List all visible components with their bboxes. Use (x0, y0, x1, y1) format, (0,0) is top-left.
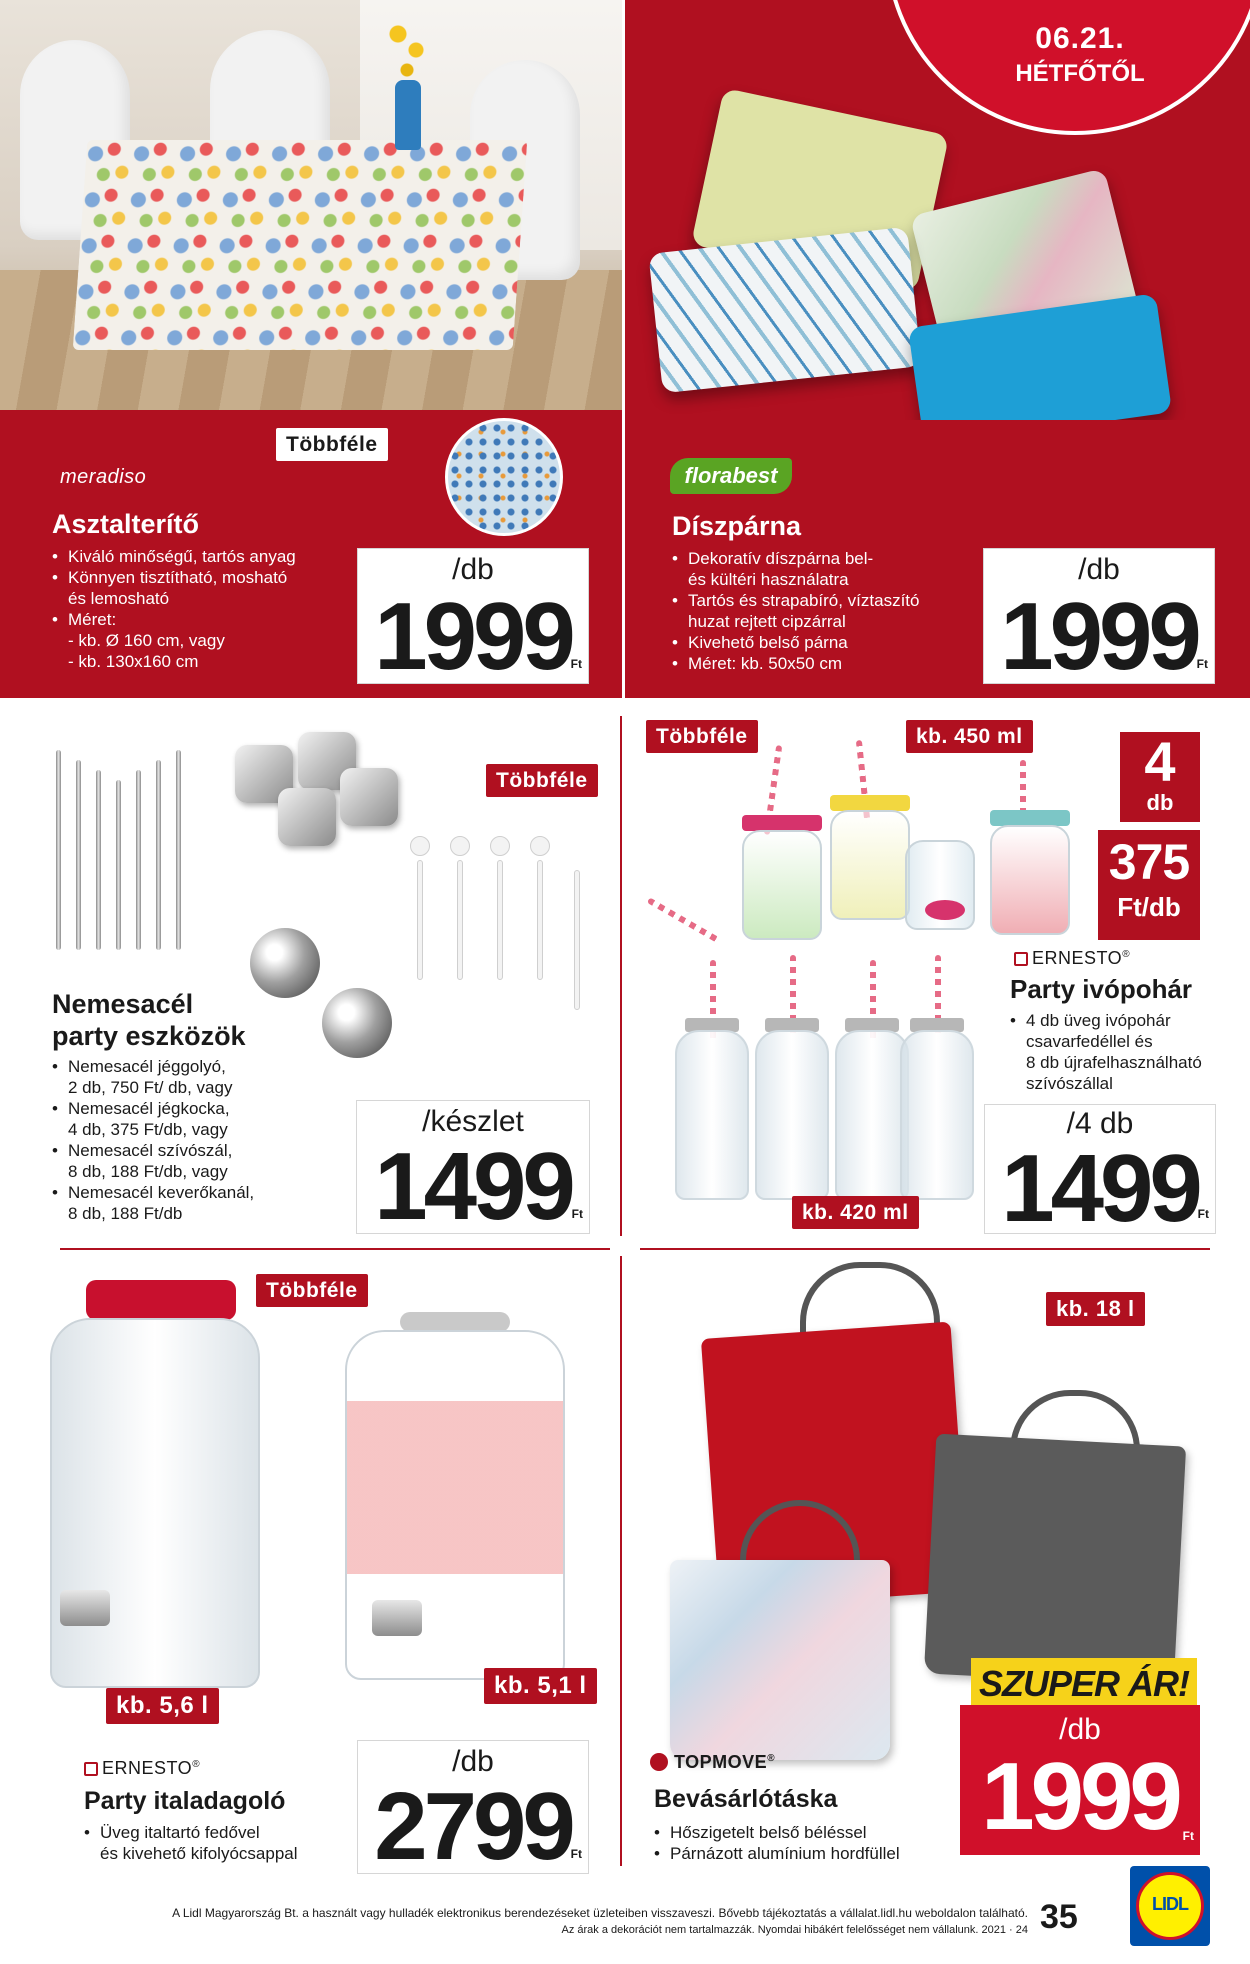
straw (156, 760, 161, 950)
price-amount: 1499 (374, 1133, 572, 1240)
stirrer (457, 860, 463, 980)
brand-florabest: florabest (670, 458, 792, 494)
straw (136, 770, 141, 950)
section-divider (620, 716, 622, 1236)
bullet: • Nemesacél szívószál, (52, 1140, 352, 1161)
section-divider (60, 1248, 610, 1250)
bullet: • Dekoratív díszpárna bel- (672, 548, 992, 569)
price-unit: /4 db (1066, 1107, 1134, 1140)
variant-badge: Többféle (276, 428, 388, 461)
lid-loose (925, 900, 965, 920)
logo-text: LIDL (1152, 1894, 1188, 1914)
stirrer (574, 870, 580, 1010)
brand-name: ERNESTO (1032, 948, 1123, 968)
tablecloth-pattern-sample (445, 418, 563, 536)
straw (56, 750, 61, 950)
currency-label: Ft (570, 1847, 582, 1861)
footer (0, 1890, 1250, 1964)
product-bullets (84, 1822, 344, 1864)
bullet: • 4 db üveg ivópohár (1010, 1010, 1240, 1031)
bullet: • Párnázott alumínium hordfüllel (654, 1843, 954, 1864)
topmove-logo-icon (650, 1753, 668, 1771)
jar-lid (742, 815, 822, 831)
registered-mark: ® (192, 1759, 201, 1770)
variant-badge: Többféle (646, 720, 758, 753)
straw (116, 780, 121, 950)
price-box (984, 1104, 1216, 1242)
currency-label: Ft (1197, 1207, 1209, 1221)
bullet: • Nemesacél keverőkanál, (52, 1182, 352, 1203)
product-title: Díszpárna (672, 511, 802, 541)
bullet-continuation: huzat rejtett cipzárral (688, 612, 846, 631)
tablecloth-photo (0, 0, 622, 410)
bullet-continuation: és lemosható (68, 589, 170, 608)
bag-body (924, 1434, 1186, 1687)
registered-mark: ® (767, 1753, 776, 1764)
bullet-continuation: 8 db, 188 Ft/db, vagy (68, 1162, 228, 1181)
pack-count-badge (1120, 732, 1200, 822)
price-box (357, 548, 589, 690)
price-box-highlight (960, 1705, 1200, 1855)
volume-badge: kb. 5,6 l (106, 1688, 219, 1724)
price-unit: /db (452, 553, 494, 586)
bullet-continuation: szívószállal (1026, 1074, 1113, 1093)
section-divider (620, 1256, 622, 1866)
cushion-leaf-image (648, 227, 921, 393)
price-amount: 1499 (1001, 1135, 1199, 1242)
dispenser-tap (60, 1590, 110, 1626)
currency-label: Ft (1196, 657, 1208, 671)
footer-notice: Az árak a dekorációt nem tartalmazzák. Nyomdai hibákért felelősséget nem vállalunk. 2021 · 24 (561, 1924, 1028, 1936)
bullet: • Üveg italtartó fedővel (84, 1822, 344, 1843)
product-bullets (672, 548, 992, 674)
variant-badge: Többféle (256, 1274, 368, 1307)
bullet: • Nemesacél jéggolyó, (52, 1056, 352, 1077)
price-amount: 2799 (374, 1773, 572, 1880)
price-amount: 1999 (1000, 583, 1198, 690)
cube (278, 788, 336, 846)
cube (340, 768, 398, 826)
unit-price-label: Ft/db (1117, 892, 1181, 922)
paper-straw (647, 897, 719, 942)
section-divider (640, 1248, 1210, 1250)
brand-ernesto (84, 1758, 200, 1779)
start-date: 06.21. (1035, 22, 1125, 55)
jar (742, 830, 822, 940)
brand-name: TOPMOVE (674, 1752, 768, 1772)
stirrer-head (450, 836, 470, 856)
product-title (52, 988, 246, 1053)
unit-price-value: 375 (1108, 834, 1190, 890)
title-line: Nemesacél (52, 989, 194, 1019)
tablecloth-image (73, 140, 528, 350)
bullet: • Kiváló minőségű, tartós anyag (52, 546, 352, 567)
product-title: Party ivópohár (1010, 974, 1193, 1004)
bullet-sub: - kb. Ø 160 cm, vagy (68, 631, 225, 650)
price-box (357, 1740, 589, 1880)
page-number: 35 (1040, 1898, 1078, 1936)
footer-disclaimer: A Lidl Magyarország Bt. a használt vagy hulladék elektronikus berendezéseket üzleteiben visszaveszi. Bővebb tájékoztatás a vállalat.lidl.hu weboldalon található. (172, 1906, 1028, 1920)
bullet-continuation: 8 db újrafelhasználható (1026, 1053, 1202, 1072)
bullet: • Méret: kb. 50x50 cm (672, 653, 992, 674)
price-unit: /db (1059, 1713, 1101, 1746)
stirrer-head (410, 836, 430, 856)
registered-mark: ® (1122, 949, 1131, 960)
stirrer (497, 860, 503, 980)
bullet: • Nemesacél jégkocka, (52, 1098, 352, 1119)
bullet-continuation: és kültéri használatra (688, 570, 849, 589)
currency-label: Ft (1182, 1829, 1194, 1843)
product-bullets (52, 1056, 352, 1224)
column-divider (622, 0, 625, 698)
bullet-continuation: 2 db, 750 Ft/ db, vagy (68, 1078, 233, 1097)
volume-badge: kb. 420 ml (792, 1196, 919, 1229)
jar (830, 810, 910, 920)
stirrer (417, 860, 423, 980)
pack-count: 4 (1144, 730, 1176, 793)
jar-lid (830, 795, 910, 811)
brand-topmove (650, 1752, 775, 1773)
brand-ernesto (1014, 948, 1130, 969)
bullet: • Méret: (52, 609, 352, 630)
price-unit: /db (1078, 553, 1120, 586)
product-title: Bevásárlótáska (654, 1785, 838, 1813)
product-bullets (1010, 1010, 1240, 1094)
bullet: • Kivehető belső párna (672, 632, 992, 653)
price-amount: 1999 (374, 583, 572, 690)
vase-image (395, 80, 421, 150)
bullet: • Könnyen tisztítható, mosható (52, 567, 352, 588)
dispenser-tap (372, 1600, 422, 1636)
price-amount: 1999 (981, 1743, 1179, 1850)
product-title: Party italadagoló (84, 1787, 286, 1815)
flowers-image (380, 10, 440, 90)
stirrer-head (490, 836, 510, 856)
bottle (755, 1030, 829, 1200)
product-title: Asztalterítő (52, 509, 200, 539)
price-unit: /db (452, 1745, 494, 1778)
product-bullets (52, 546, 352, 672)
volume-badge: kb. 18 l (1046, 1292, 1145, 1326)
bag-body (670, 1560, 890, 1760)
price-box (356, 1100, 590, 1240)
stirrer-head (530, 836, 550, 856)
ball (322, 988, 392, 1058)
lidl-logo (1130, 1866, 1210, 1946)
bottle (900, 1030, 974, 1200)
bullet-sub: - kb. 130x160 cm (68, 652, 199, 671)
volume-badge: kb. 450 ml (906, 720, 1033, 753)
jar-lid (990, 810, 1070, 826)
straw (76, 760, 81, 950)
ernesto-logo-icon (1014, 952, 1028, 966)
straw (96, 770, 101, 950)
straw (176, 750, 181, 950)
stirrer (537, 860, 543, 980)
brand-meradiso: meradiso (60, 466, 147, 488)
bullet-continuation: csavarfedéllel és (1026, 1032, 1153, 1051)
ernesto-logo-icon (84, 1762, 98, 1776)
dispenser-clip-lid (400, 1312, 510, 1332)
bottle (835, 1030, 909, 1200)
jar (990, 825, 1070, 935)
variant-badge: Többféle (486, 764, 598, 797)
start-weekday: HÉTFŐTŐL (1015, 60, 1145, 87)
date-label (980, 22, 1180, 88)
super-price-label: SZUPER ÁR! (971, 1658, 1197, 1710)
pack-unit: db (1146, 790, 1174, 815)
title-line: party eszközök (52, 1021, 246, 1052)
unit-price-badge (1098, 830, 1200, 940)
volume-badge: kb. 5,1 l (484, 1668, 597, 1704)
bullet: • Hőszigetelt belső béléssel (654, 1822, 954, 1843)
currency-label: Ft (571, 1207, 583, 1221)
bullet-continuation: 4 db, 375 Ft/db, vagy (68, 1120, 228, 1139)
bullet-continuation: 8 db, 188 Ft/db (68, 1204, 183, 1223)
brand-name: ERNESTO (102, 1758, 193, 1778)
bullet-continuation: és kivehető kifolyócsappal (100, 1844, 298, 1863)
price-box (983, 548, 1215, 690)
product-bullets (654, 1822, 954, 1864)
bottle (675, 1030, 749, 1200)
price-unit: /készlet (422, 1105, 524, 1138)
ball (250, 928, 320, 998)
dispenser-body (50, 1318, 260, 1688)
currency-label: Ft (570, 657, 582, 671)
bullet: • Tartós és strapabíró, víztaszító (672, 590, 992, 611)
dispenser-lid (86, 1280, 236, 1320)
